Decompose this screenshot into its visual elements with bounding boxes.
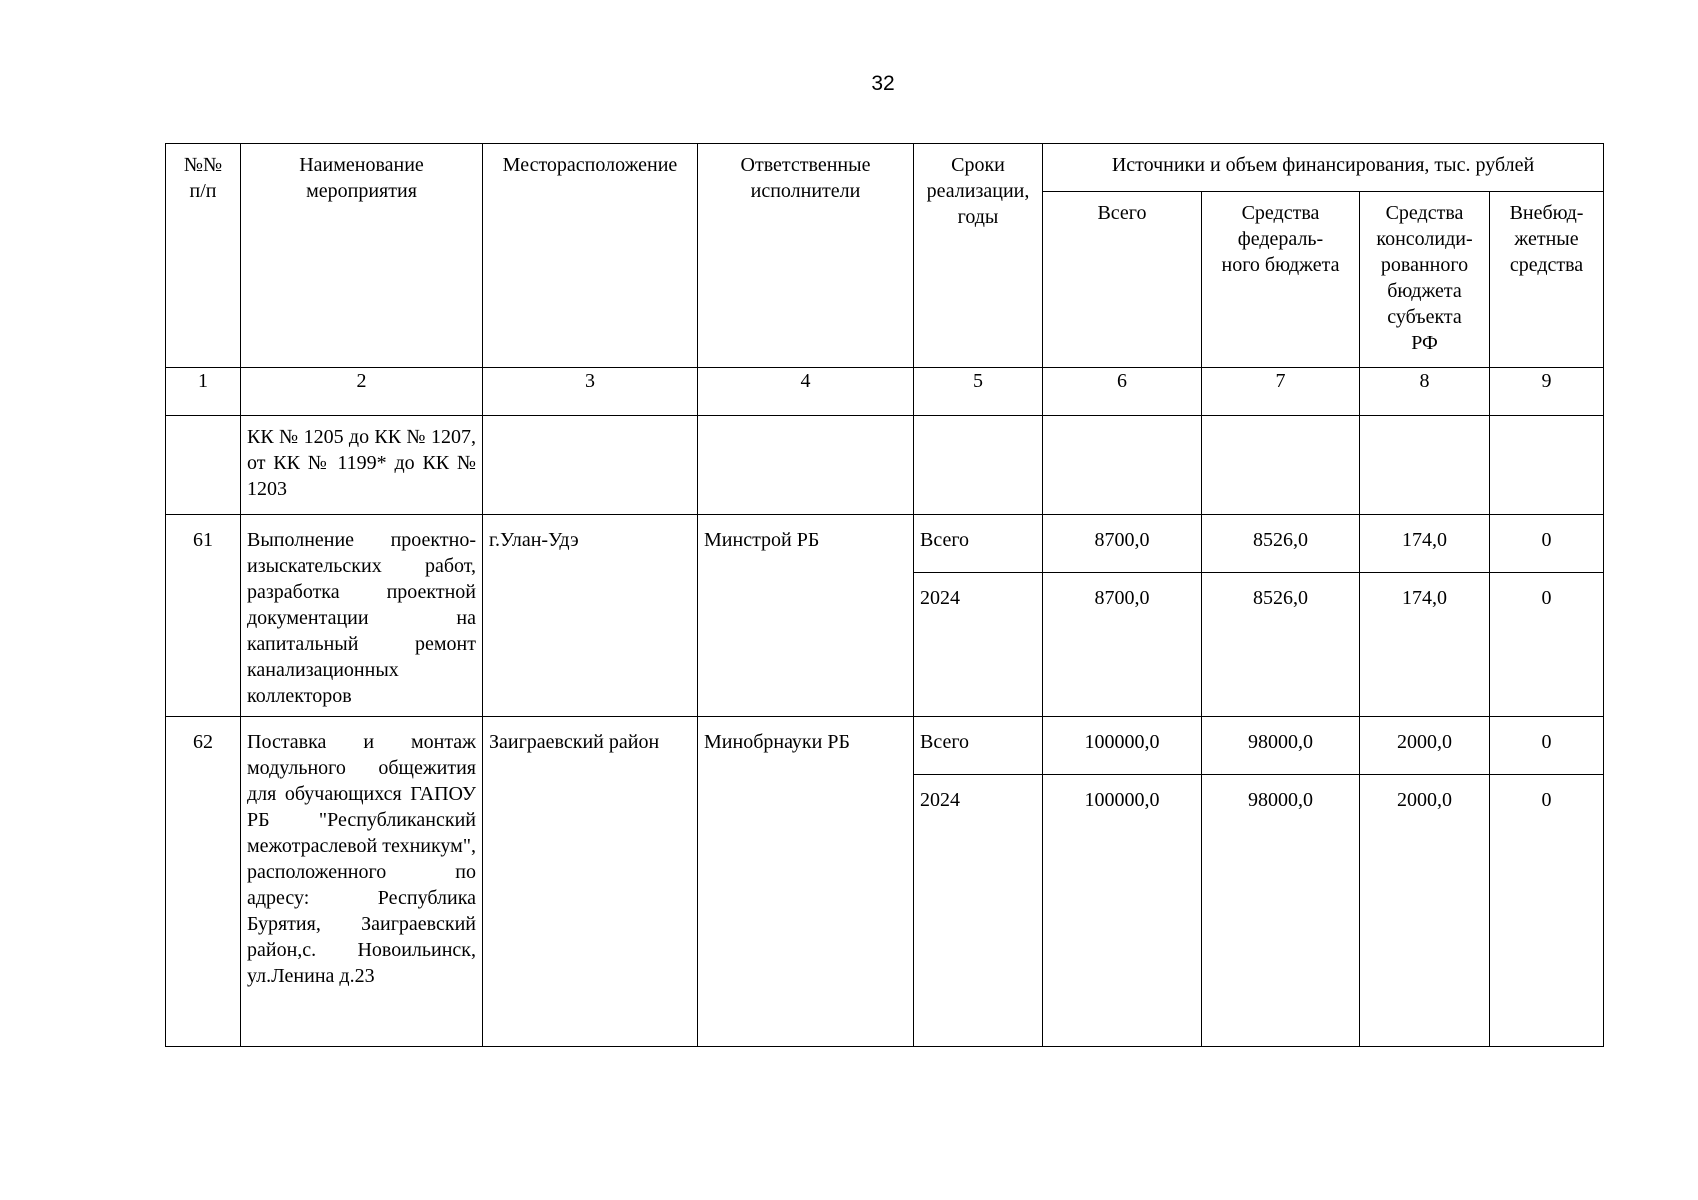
row-consolidated: 174,0: [1360, 573, 1490, 717]
table-cell: [914, 416, 1043, 515]
header-extrabudget: Внебюд- жетные средства: [1490, 192, 1604, 368]
row-extrabudget: 0: [1490, 515, 1604, 573]
table-row: [166, 717, 1604, 775]
row-responsible: Минобрнауки РБ: [698, 717, 914, 1047]
column-number: 5: [914, 368, 1043, 416]
column-number: 4: [698, 368, 914, 416]
row-federal: 8526,0: [1202, 515, 1360, 573]
row-term: 2024: [914, 573, 1043, 717]
row-name: Поставка и монтаж модульного общежития для обучающихся ГАПОУ РБ "Республиканский межотраслевой техникум", расположенного по адресу: Республика Бурятия, Заиграевский район,с. Новоильинск, ул.Ленина д.23: [241, 717, 483, 1047]
table-cell: [483, 416, 698, 515]
row-consolidated: 2000,0: [1360, 717, 1490, 775]
table-cell: [1360, 416, 1490, 515]
row-name: Выполнение проектно-изыскательских работ, разработка проектной документации на капитальный ремонт канализационных коллекторов: [241, 515, 483, 717]
row-term: Всего: [914, 717, 1043, 775]
column-number: 8: [1360, 368, 1490, 416]
financing-table: [165, 143, 1604, 1047]
row-number: 61: [166, 515, 241, 717]
row-total: 100000,0: [1043, 775, 1202, 1047]
table-row: [166, 515, 1604, 573]
table-cell: [166, 416, 241, 515]
row-consolidated: 2000,0: [1360, 775, 1490, 1047]
row-consolidated: 174,0: [1360, 515, 1490, 573]
column-number: 3: [483, 368, 698, 416]
column-number: 7: [1202, 368, 1360, 416]
row-extrabudget: 0: [1490, 775, 1604, 1047]
table-cell: [1202, 416, 1360, 515]
header-federal: Средства федераль- ного бюджета: [1202, 192, 1360, 368]
row-number: 62: [166, 717, 241, 1047]
continuation-name: КК № 1205 до КК № 1207, от КК № 1199* до КК № 1203: [241, 416, 483, 515]
row-federal: 8526,0: [1202, 573, 1360, 717]
row-federal: 98000,0: [1202, 717, 1360, 775]
header-financing-group: Источники и объем финансирования, тыс. рублей: [1043, 144, 1604, 192]
header-location: Месторасположение: [483, 144, 698, 368]
header-responsible: Ответственные исполнители: [698, 144, 914, 368]
table-cell: [698, 416, 914, 515]
row-location: г.Улан-Удэ: [483, 515, 698, 717]
row-term: Всего: [914, 515, 1043, 573]
header-no: №№ п/п: [166, 144, 241, 368]
row-total: 100000,0: [1043, 717, 1202, 775]
continuation-row: [166, 416, 1604, 515]
row-total: 8700,0: [1043, 515, 1202, 573]
column-numbers-row: [166, 368, 1604, 416]
table-cell: [1490, 416, 1604, 515]
header-terms: Сроки реализации, годы: [914, 144, 1043, 368]
column-number: 2: [241, 368, 483, 416]
header-total: Всего: [1043, 192, 1202, 368]
row-responsible: Минстрой РБ: [698, 515, 914, 717]
row-extrabudget: 0: [1490, 717, 1604, 775]
row-extrabudget: 0: [1490, 573, 1604, 717]
row-federal: 98000,0: [1202, 775, 1360, 1047]
header-row-top: [166, 144, 1604, 192]
row-term: 2024: [914, 775, 1043, 1047]
column-number: 6: [1043, 368, 1202, 416]
header-name: Наименование мероприятия: [241, 144, 483, 368]
header-consolidated: Средства консолиди- рованного бюджета субъекта РФ: [1360, 192, 1490, 368]
row-location: Заиграевский район: [483, 717, 698, 1047]
column-number: 9: [1490, 368, 1604, 416]
column-number: 1: [166, 368, 241, 416]
row-total: 8700,0: [1043, 573, 1202, 717]
table-cell: [1043, 416, 1202, 515]
page-number: 32: [871, 72, 895, 95]
